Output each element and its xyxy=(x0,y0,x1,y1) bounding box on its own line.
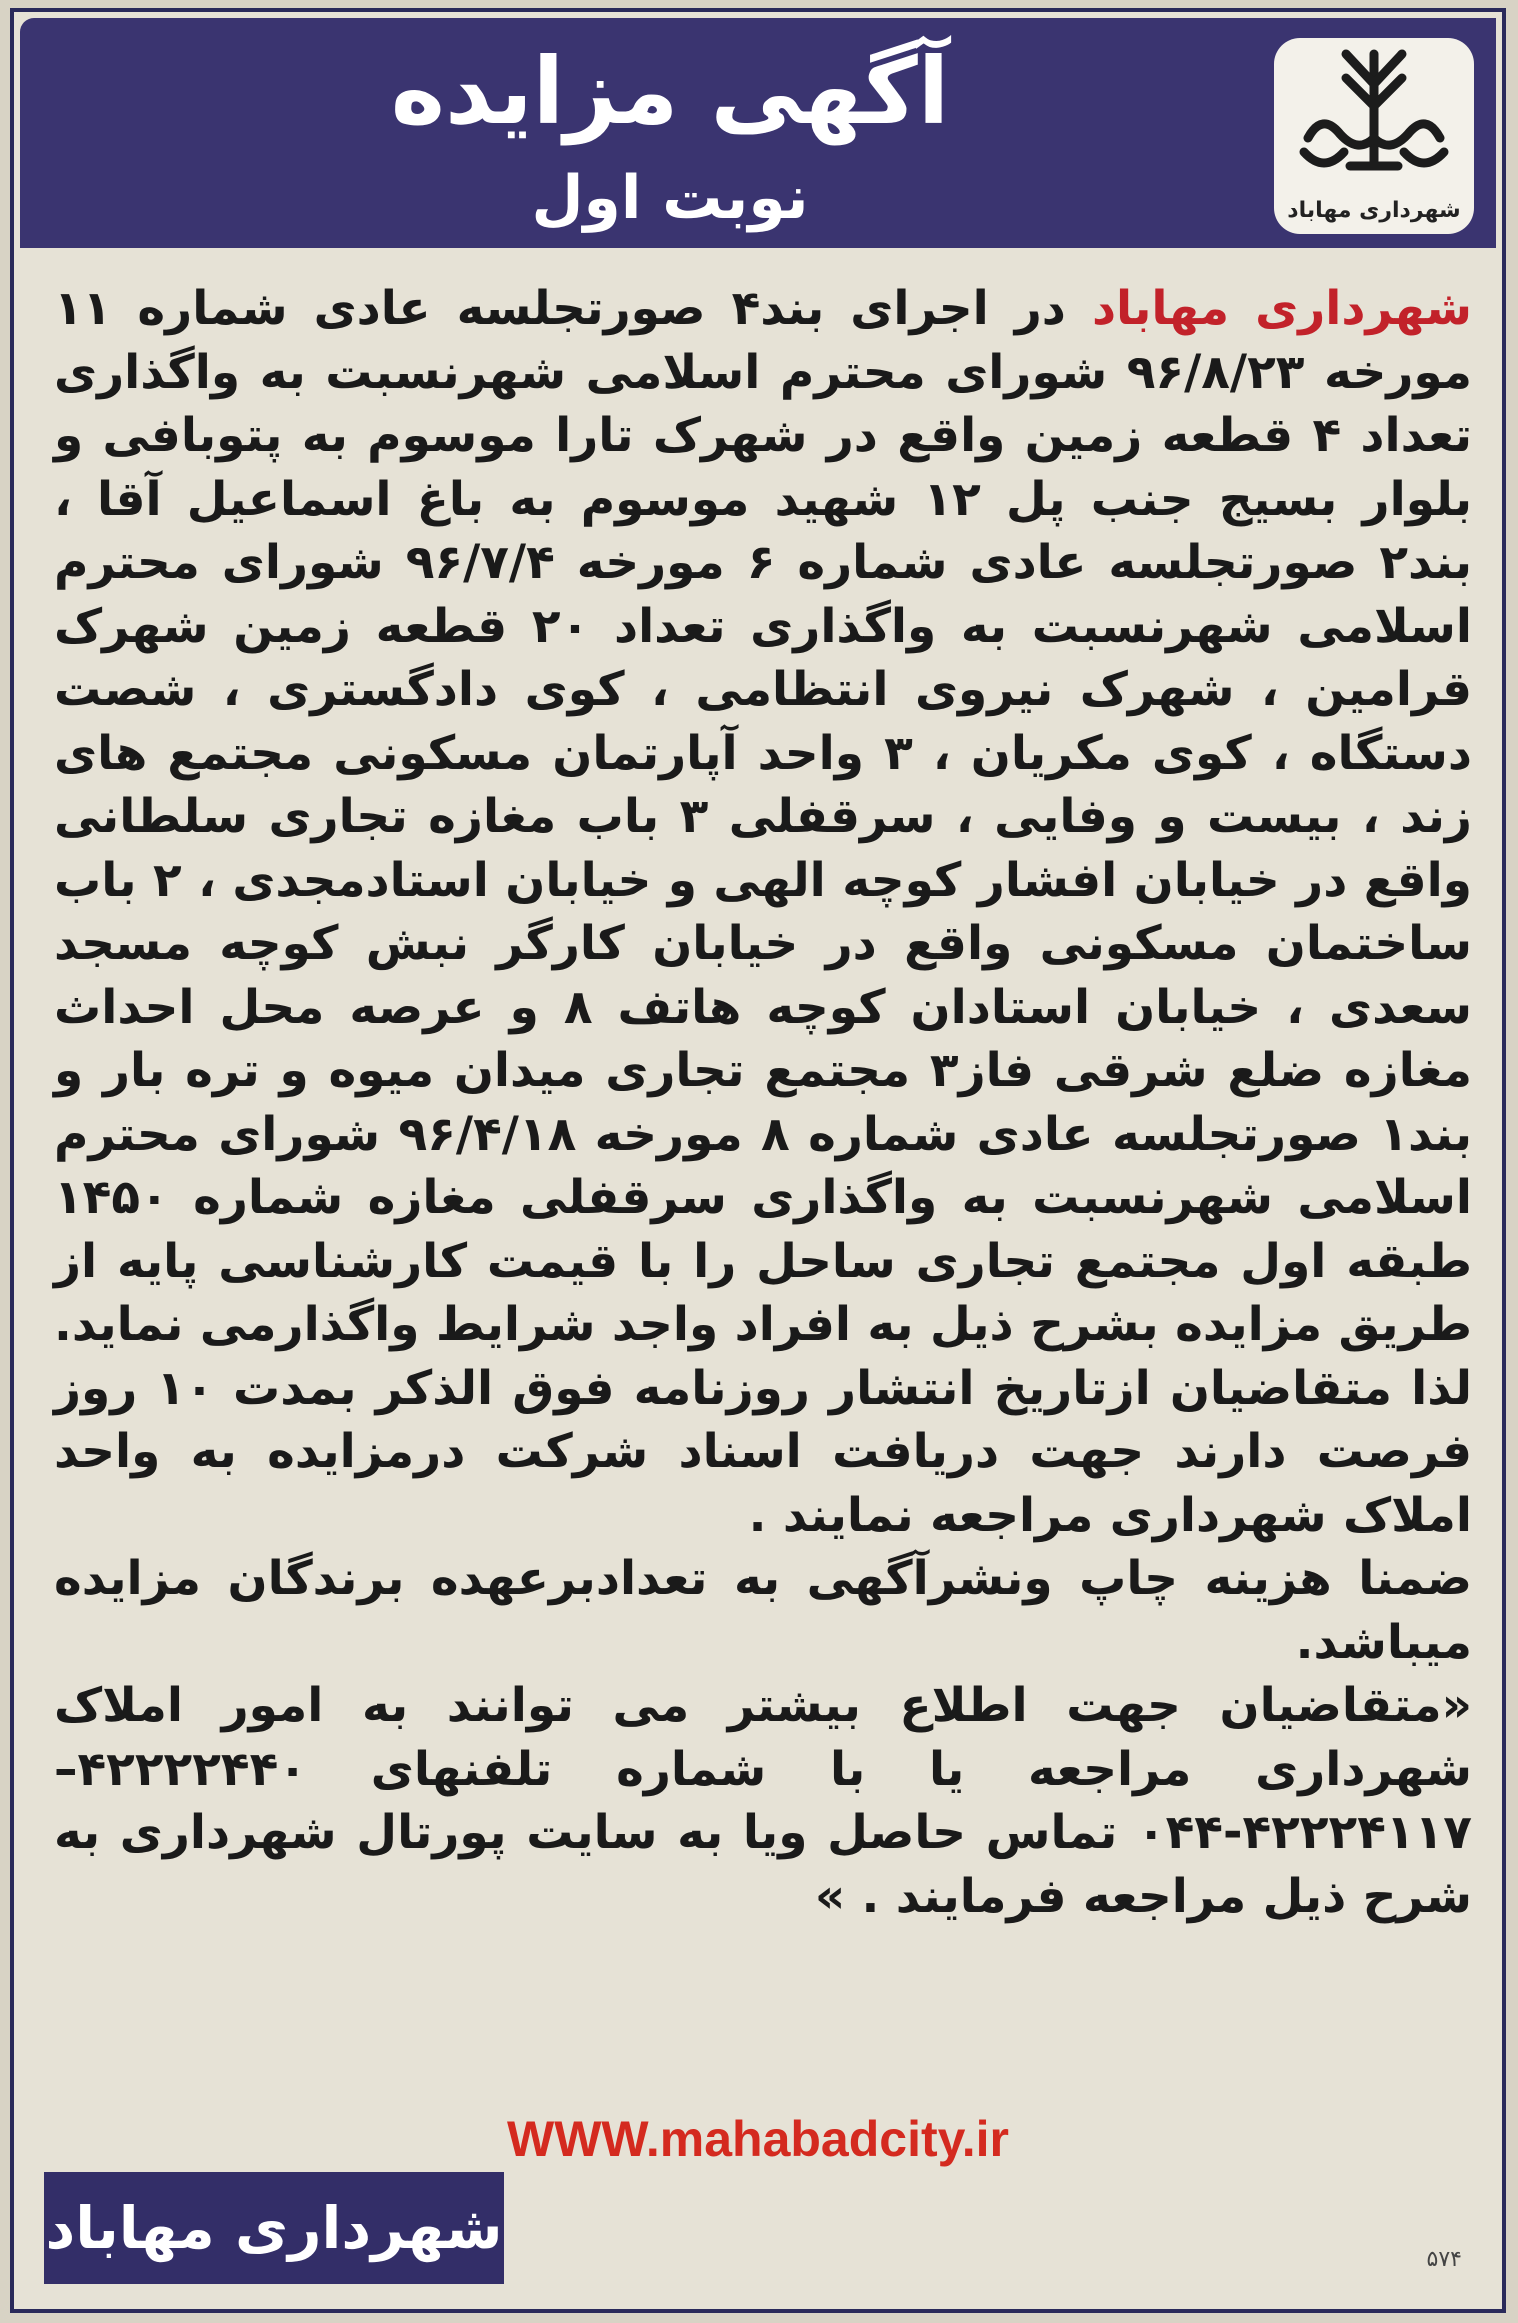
notice-subtitle: نوبت اول xyxy=(531,163,809,233)
paragraph-cost: ضمنا هزینه چاپ ونشرآگهی به تعدادبرعهده برندگان مزایده میباشد. xyxy=(54,1551,1472,1670)
footer-org-name: شهرداری مهاباد xyxy=(45,2194,503,2262)
notice-title: آگهی مزایده xyxy=(390,38,950,145)
footer-banner xyxy=(44,2172,504,2284)
notice-header xyxy=(20,18,1496,248)
org-name-highlight: شهرداری مهاباد xyxy=(1091,281,1473,336)
reference-number: ۵۷۴ xyxy=(1426,2247,1462,2272)
auction-notice xyxy=(10,8,1506,2313)
municipality-logo xyxy=(1274,38,1474,234)
notice-body xyxy=(54,277,1472,1928)
paragraph-main xyxy=(54,277,1472,1547)
website-link[interactable]: WWW.mahabadcity.ir xyxy=(507,2111,1009,2167)
mahabad-emblem-icon xyxy=(1284,42,1464,192)
logo-caption: شهرداری مهاباد xyxy=(1287,198,1461,223)
paragraph-main-text: در اجرای بند۴ صورتجلسه عادی شماره ۱۱ مورخه ۹۶/۸/۲۳ شورای محترم اسلامی شهرنسبت به واگذاری تعداد ۴ قطعه زمین واقع در شهرک تارا موسوم به پتوبافی و بلوار بسیج جنب پل ۱۲ شهید موسوم به باغ اسماعیل آقا ، بند۲ صورتجلسه عادی شماره ۶ مورخه ۹۶/۷/۴ شورای محترم اسلامی شهرنسبت به واگذاری تعداد ۲۰ قطعه زمین شهرک قرامین ، شهرک نیروی انتظامی ، کوی دادگستری ، شصت دستگاه ، کوی مکریان ، ۳ واحد آپارتمان مسکونی مجتمع های زند ، بیست و وفایی ، سرقفلی ۳ باب مغازه تجاری سلطانی واقع در خیابان افشار کوچه الهی و خیابان استادمجدی ، ۲ باب ساختمان مسکونی واقع در خیابان کارگر نبش کوچه مسجد سعدی ، خیابان استادان کوچه هاتف ۸ و عرصه محل احداث مغازه ضلع شرقی فاز۳ مجتمع تجاری میدان میوه و تره بار و بند۱ صورتجلسه عادی شماره ۸ مورخه ۹۶/۴/۱۸ شورای محترم اسلامی شهرنسبت به واگذاری سرقفلی مغازه شماره ۱۴۵۰ طبقه اول مجتمع تجاری ساحل را با قیمت کارشناسی پایه از طریق مزایده بشرح ذیل به افراد واجد شرایط واگذارمی نماید. لذا متقاضیان ازتاریخ انتشار روزنامه فوق الذکر بمدت ۱۰ روز فرصت دارند جهت دریافت اسناد شرکت درمزایده به واحد املاک شهرداری مراجعه نمایند . xyxy=(54,281,1473,1543)
paragraph-contact: «متقاضیان جهت اطلاع بیشتر می توانند به امور املاک شهرداری مراجعه یا با شماره تلفنهای ۴۲۲۲۲۴۴۰– ۴۲۲۲۴۱۱۷-۰۴۴ تماس حاصل ویا به سایت پورتال شهرداری به شرح ذیل مراجعه فرمایند . » xyxy=(54,1678,1472,1924)
